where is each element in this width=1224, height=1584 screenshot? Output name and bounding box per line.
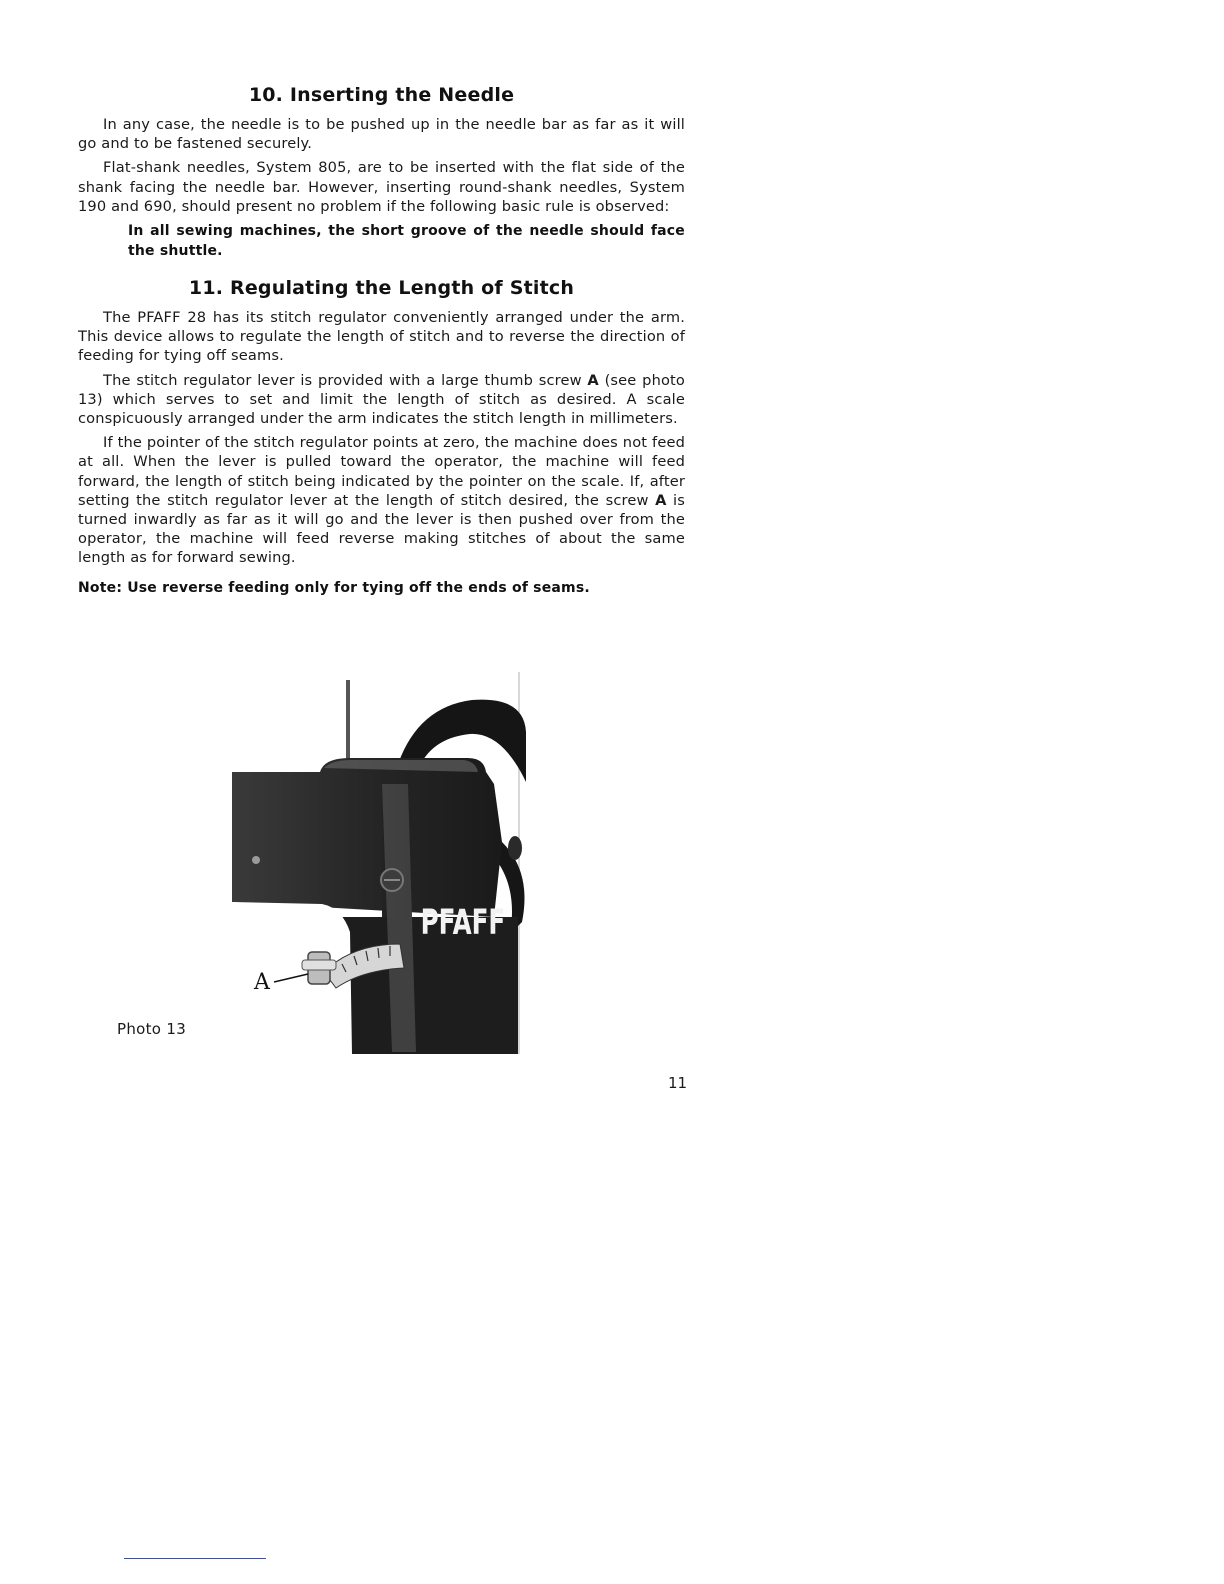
- pfaff-logo: PFAFF: [420, 903, 506, 944]
- section-11-paragraph-1: The PFAFF 28 has its stitch regulator conveniently arranged under the arm. This device allows to regulate the length of stitch and to reverse the direction of feeding for tying off seams.: [78, 309, 685, 365]
- section-10-paragraph-1: In any case, the needle is to be pushed up in the needle bar as far as it will go and to be fastened securely.: [78, 116, 685, 153]
- machine-arm: [232, 758, 502, 917]
- thumb-screw-head: [302, 960, 336, 970]
- screw-a-reference: A: [587, 371, 599, 389]
- section-11-paragraph-3: [78, 433, 685, 567]
- screw-a-reference: A: [655, 491, 667, 509]
- paragraph-text: The stitch regulator lever is provided with a large thumb screw: [103, 371, 588, 389]
- sewing-machine-illustration: [232, 672, 528, 1054]
- page-number: 11: [668, 1074, 688, 1092]
- section-10-paragraph-2: Flat-shank needles, System 805, are to be inserted with the flat side of the shank facing the needle bar. However, inserting round-shank needles, System 190 and 690, should present no problem if the following basic rule is observed:: [78, 159, 685, 215]
- basic-rule-text: In all sewing machines, the short groove of the needle should face the shuttle.: [128, 223, 685, 260]
- footer-rule: [124, 1558, 266, 1559]
- spool-pin: [346, 680, 350, 770]
- section-10-heading: 10. Inserting the Needle: [248, 84, 515, 106]
- photo-13-sewing-machine: [232, 672, 528, 1054]
- side-knob: [508, 836, 522, 860]
- paragraph-text: is turned inwardly as far as it will go and the lever is then pushed over from the operator, the machine will feed reverse making stitches of about the same length as for forward sewing.: [78, 491, 685, 567]
- paragraph-text: (see photo 13) which serves to set and limit the length of stitch as desired. A scale conspicuously arranged under the arm indicates the stitch length in millimeters.: [78, 371, 685, 428]
- manual-page: [78, 84, 685, 598]
- paragraph-text: If the pointer of the stitch regulator points at zero, the machine does not feed at all. When the lever is pulled toward the operator, the machine will feed forward, the length of stitch being indicated by the pointer on the scale. If, after setting the stitch regulator lever at the length of stitch desired, the screw: [78, 434, 685, 509]
- section-11-heading: 11. Regulating the Length of Stitch: [188, 277, 575, 300]
- note-text: Note: Use reverse feeding only for tying off the ends of seams.: [78, 579, 590, 596]
- screw: [252, 856, 260, 864]
- photo-caption: Photo 13: [117, 1020, 187, 1038]
- section-11-paragraph-2: [78, 371, 685, 429]
- label-a: A: [254, 970, 270, 995]
